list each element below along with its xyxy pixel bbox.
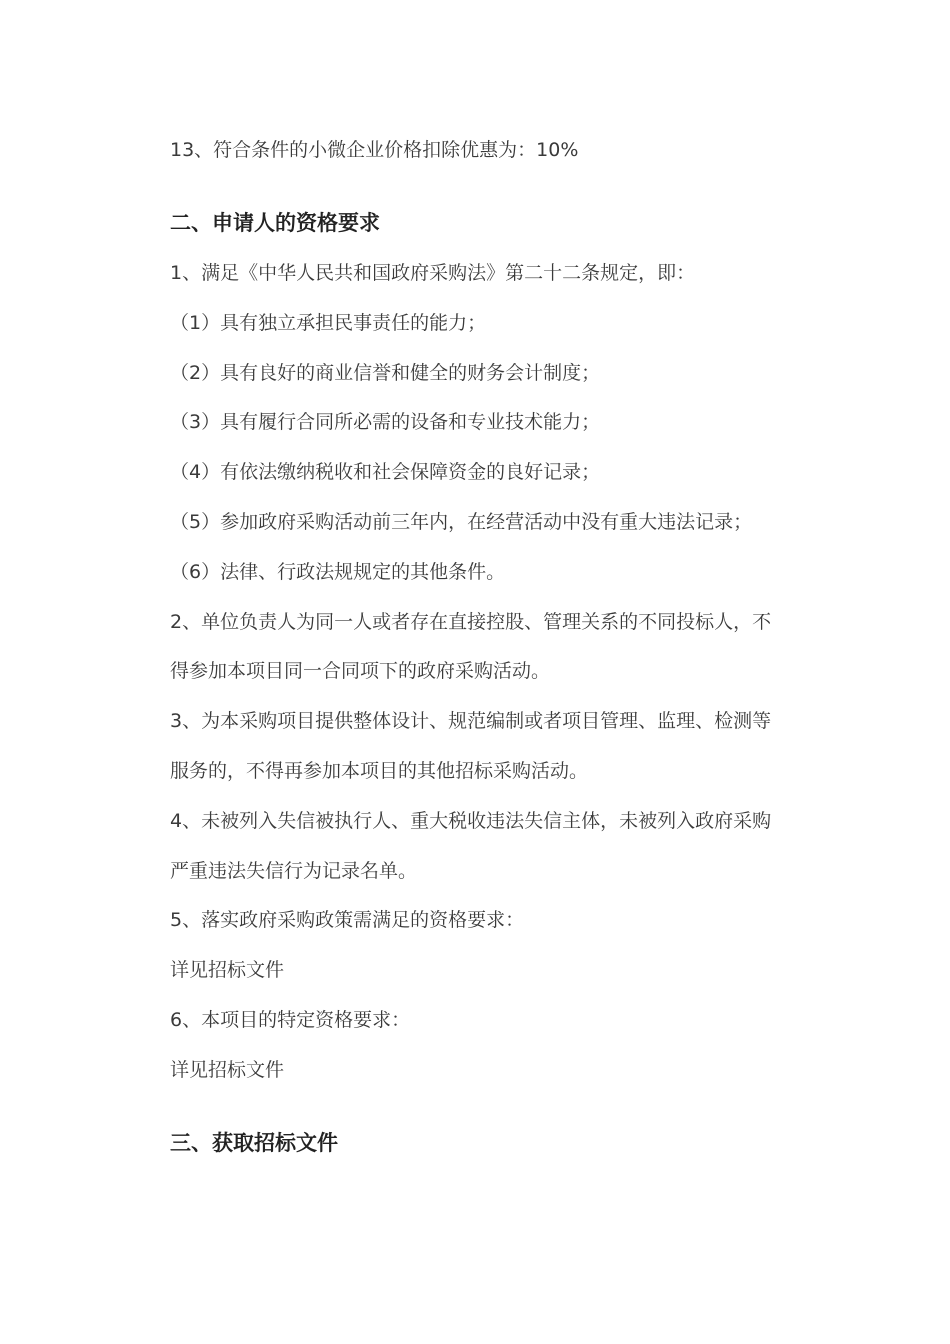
requirement-5-text: 5、落实政府采购政策需满足的资格要求：: [170, 909, 525, 931]
requirement-1-sub-3: （3）具有履行合同所必需的设备和专业技术能力；: [170, 411, 601, 433]
requirement-5-detail: 详见招标文件: [170, 959, 285, 981]
requirement-2-line-1: 2、单位负责人为同一人或者存在直接控股、管理关系的不同投标人，不: [170, 611, 772, 633]
requirement-1-sub-2: （2）具有良好的商业信誉和健全的财务会计制度；: [170, 362, 601, 384]
requirement-1-sub-1: （1）具有独立承担民事责任的能力；: [170, 312, 487, 334]
requirement-6-text: 6、本项目的特定资格要求：: [170, 1009, 411, 1031]
requirement-1-sub-5: （5）参加政府采购活动前三年内，在经营活动中没有重大违法记录；: [170, 511, 753, 533]
requirement-4-line-2: 严重违法失信行为记录名单。: [170, 860, 418, 882]
requirement-1-sub-6: （6）法律、行政法规规定的其他条件。: [170, 561, 506, 583]
requirement-6-detail: 详见招标文件: [170, 1059, 285, 1081]
item-13-text: 13、符合条件的小微企业价格扣除优惠为：10%: [170, 139, 579, 161]
section-2-heading: 二、申请人的资格要求: [170, 211, 380, 235]
requirement-1-sub-4: （4）有依法缴纳税收和社会保障资金的良好记录；: [170, 461, 601, 483]
requirement-1-text: 1、满足《中华人民共和国政府采购法》第二十二条规定，即：: [170, 262, 696, 284]
requirement-4-line-1: 4、未被列入失信被执行人、重大税收违法失信主体，未被列入政府采购: [170, 810, 772, 832]
requirement-2-line-2: 得参加本项目同一合同项下的政府采购活动。: [170, 660, 551, 682]
requirement-3-line-2: 服务的，不得再参加本项目的其他招标采购活动。: [170, 760, 589, 782]
section-3-heading: 三、获取招标文件: [170, 1131, 338, 1155]
requirement-3-line-1: 3、为本采购项目提供整体设计、规范编制或者项目管理、监理、检测等: [170, 710, 772, 732]
